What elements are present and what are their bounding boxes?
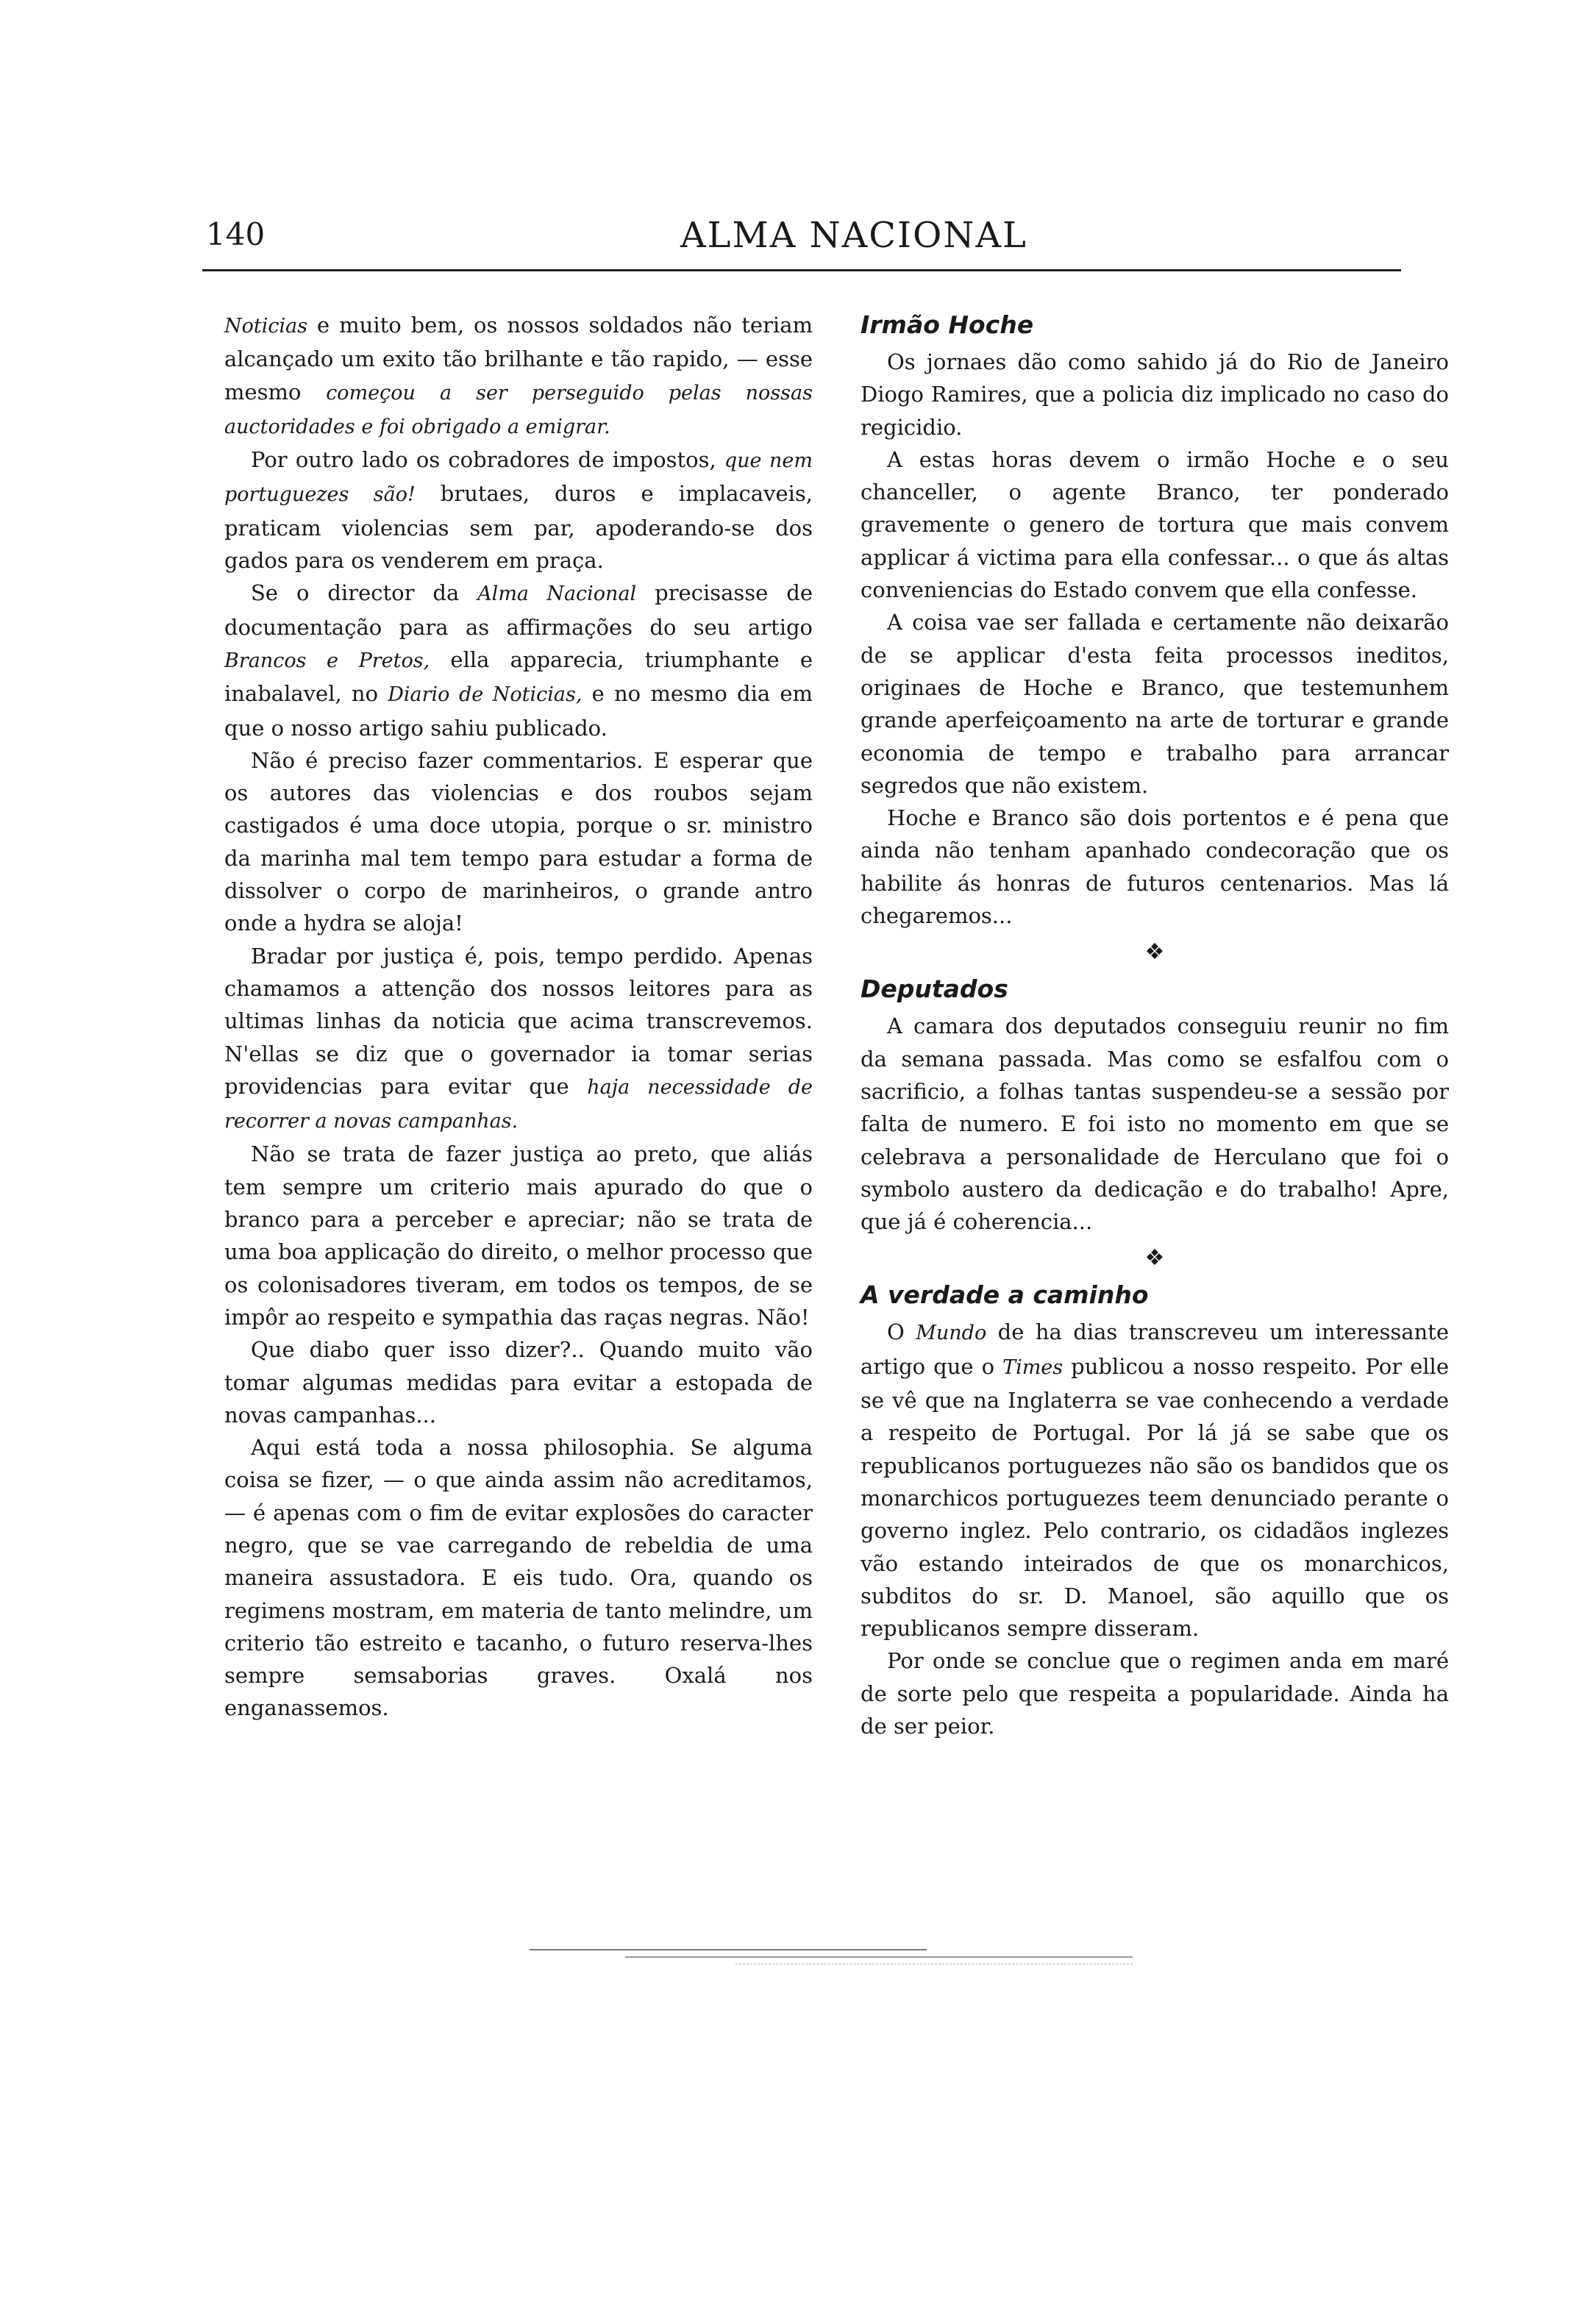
paragraph <box>861 1644 1449 1742</box>
paragraph <box>861 802 1449 932</box>
text-run: Bradar por justiça é, pois, tempo perdido. Apenas chamamos a attenção dos nossos leitores para as ultimas linhas da noticia que acima transcrevemos. N'ellas se diz que o governador ia tomar serias providencias para evitar que <box>224 943 813 1099</box>
text-run: Não se trata de fazer justiça ao preto, que aliás tem sempre um criterio mais apurado do que o branco para a perceber e apreciar; não se trata de uma boa applicação do direito, o melhor processo que os colonisadores tiveram, em todos os tempos, de se impôr ao respeito e sympathia das raças negras. Não! <box>224 1141 813 1330</box>
paragraph <box>861 443 1449 606</box>
text-run: precisasse de documentação para as affirmações do seu artigo <box>224 580 813 640</box>
page-header <box>202 215 1401 262</box>
right-column <box>861 309 1449 1742</box>
text-run: Que diabo quer isso dizer?.. Quando muito vão tomar algumas medidas para evitar a estopada de novas campanhas... <box>224 1337 813 1428</box>
running-title: ALMA NACIONAL <box>680 215 1027 256</box>
section-heading-deputados: Deputados <box>861 974 1008 1004</box>
paragraph <box>861 1316 1449 1644</box>
section-heading-a-verdade-a-caminho: A verdade a caminho <box>861 1280 1149 1310</box>
paragraph <box>224 744 813 940</box>
italic-run: Diario de Noticias, <box>388 683 583 707</box>
text-run: publicou a nosso respeito. Por elle se vê que na Inglaterra se vae conhecendo a verdade a respeito de Portugal. Por lá já se sabe que os republicanos portuguezes não são os bandidos que os monarchicos portuguezes teem denunciado perante o governo inglez. Pelo contrario, os cidadãos inglezes vão estando inteirados de que os monarchicos, subditos do sr. D. Manoel, são aquillo que os republicanos sempre disseram. <box>861 1353 1449 1642</box>
italic-run: Mundo <box>916 1322 987 1345</box>
paragraph <box>224 443 813 577</box>
paragraph <box>224 940 813 1138</box>
closing-rule <box>625 1956 1133 1958</box>
italic-run: Noticias <box>224 315 308 338</box>
paragraph <box>224 1138 813 1333</box>
text-run: Por outro lado os cobradores de impostos, <box>251 447 724 473</box>
paragraph <box>861 346 1449 443</box>
italic-run: Alma Nacional <box>477 582 637 606</box>
text-run: de ha dias transcreveu um interessante artigo que o <box>861 1319 1449 1379</box>
italic-run: haja necessidade de recorrer a novas campanhas. <box>224 1075 813 1133</box>
left-column <box>224 309 813 1725</box>
text-run: brutaes, duros e implacaveis, praticam violencias sem par, apoderando-se dos gados para os venderem em praça. <box>224 481 813 574</box>
text-run: Os jornaes dão como sahido já do Rio de Janeiro Diogo Ramires, que a policia diz implicado no caso do regicidio. <box>861 349 1449 440</box>
paragraph <box>224 577 813 744</box>
paragraph <box>861 606 1449 802</box>
closing-rules <box>530 1949 1133 1971</box>
text-run: A estas horas devem o irmão Hoche e o seu chanceller, o agente Branco, ter ponderado gravemente o genero de tortura que mais convem applicar á victima para ella confessar... o que ás altas conveniencias do Estado convem que ella confesse. <box>861 446 1449 603</box>
text-run: e muito bem, os nossos soldados não teriam alcançado um exito tão brilhante e tão rapido, — esse mesmo <box>224 313 813 405</box>
paragraph <box>224 1333 813 1431</box>
italic-run: começou a ser perseguido pelas nossas auctoridades e foi obrigado a emigrar. <box>224 381 813 438</box>
page-number: 140 <box>206 216 266 252</box>
section-ornament-icon: ❖ <box>1144 939 1165 966</box>
text-run: A camara dos deputados conseguiu reunir no fim da semana passada. Mas como se esfalfou com o sacrificio, a folhas tantas suspendeu-se a sessão por falta de numero. E foi isto no momento em que se celebrava a personalidade de Herculano que foi o symbolo austero da dedicação e do trabalho! Apre, que já é coherencia... <box>861 1013 1449 1235</box>
text-run: Aqui está toda a nossa philosophia. Se alguma coisa se fizer, — o que ainda assim não acreditamos, — é apenas com o fim de evitar explosões do caracter negro, que se vae carregando de rebeldia de uma maneira assustadora. E eis tudo. Ora, quando os regimens mostram, em materia de tanto melindre, um criterio tão estreito e tacanho, o futuro reserva-lhes sempre semsaborias graves. Oxalá nos enganassemos. <box>224 1435 813 1721</box>
italic-run: Times <box>1002 1355 1064 1379</box>
closing-rule <box>530 1949 927 1950</box>
text-run: Por onde se conclue que o regimen anda em maré de sorte pelo que respeita a popularidade. Ainda ha de ser peior. <box>861 1648 1449 1739</box>
italic-run: que nem portuguezes são! <box>224 449 813 507</box>
section-ornament-icon: ❖ <box>1144 1245 1165 1272</box>
text-run: Não é preciso fazer commentarios. E esperar que os autores das violencias e dos roubos sejam castigados é uma doce utopia, porque o sr. ministro da marinha mal tem tempo para estudar a forma de dissolver o corpo de marinheiros, o grande antro onde a hydra se aloja! <box>224 747 813 936</box>
paragraph <box>861 1010 1449 1238</box>
paragraph <box>224 309 813 443</box>
italic-run: Brancos e Pretos, <box>224 649 430 672</box>
text-run: A coisa vae ser fallada e certamente não deixarão de se applicar d'esta feita processos ineditos, originaes de Hoche e Branco, que testemunhem grande aperfeiçoamento na arte de torturar e grande economia de tempo e trabalho para arrancar segredos que não existem. <box>861 610 1449 798</box>
paragraph <box>224 1431 813 1725</box>
text-run: Se o director da <box>251 580 478 606</box>
text-run: ella apparecia, triumphante e inabalavel, no <box>224 646 813 707</box>
text-run: O <box>887 1319 916 1345</box>
text-run: e no mesmo dia em que o nosso artigo sahiu publicado. <box>224 681 813 741</box>
header-rule <box>202 269 1401 271</box>
text-run: Hoche e Branco são dois portentos e é pena que ainda não tenham apanhado condecoração que os habilite ás honras de futuros centenarios. Mas lá chegaremos... <box>861 805 1449 929</box>
section-heading-irmao-hoche: Irmão Hoche <box>861 310 1034 339</box>
